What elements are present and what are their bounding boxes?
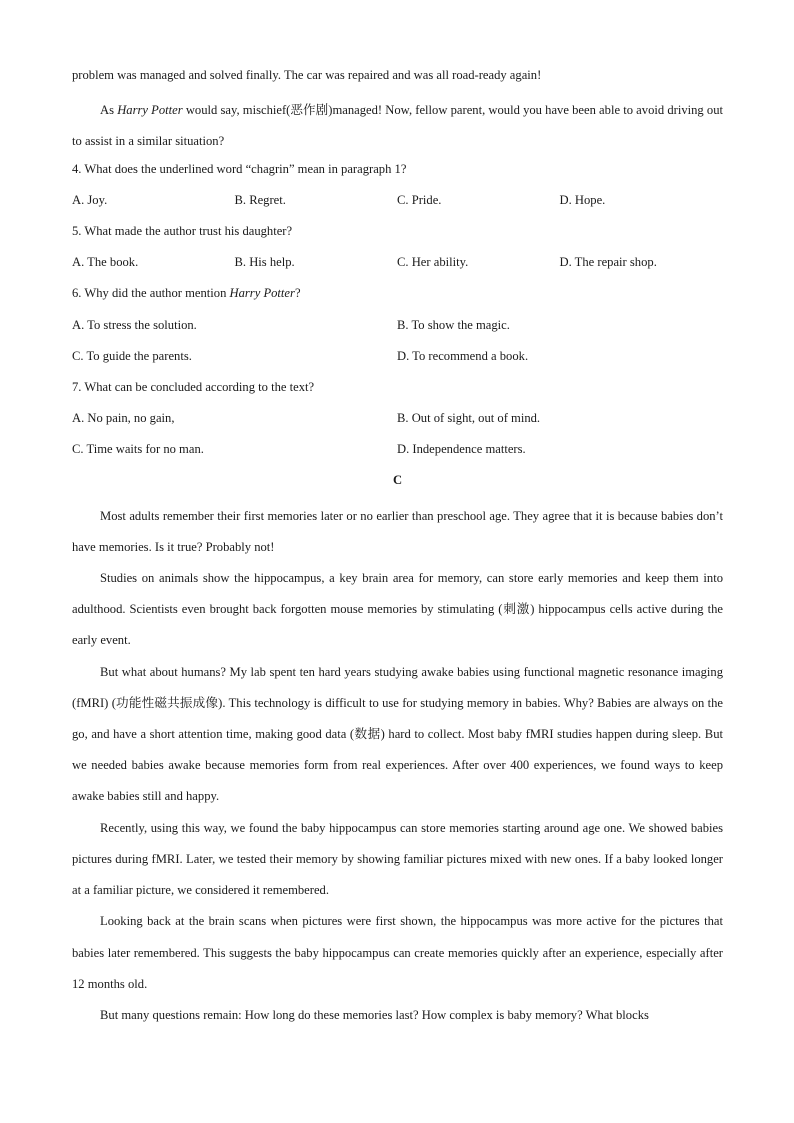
option-a: A. To stress the solution.: [72, 317, 197, 332]
question-6-options-row-1: [72, 314, 723, 345]
passage-b-last-line: problem was managed and solved finally. The car was repaired and was all road-ready again!: [72, 68, 542, 82]
harry-potter-title: Harry Potter: [117, 103, 183, 118]
passage-c-paragraph-3: But what about humans? My lab spent ten hard years studying awake babies using functional magnetic resonance imaging (fMRI) (功能性磁共振成像). This technology is difficult to use for studying memory in babies. Why? Babies are always on the go, and have a short attention time, making good data (数据) hard to collect. Most baby fMRI studies happen during sleep. But we needed babies awake because memories form from real experiences. After over 400 experiences, we found ways to keep awake babies still and happy.: [72, 664, 723, 804]
option-a: A. Joy.: [72, 192, 108, 207]
question-5-stem: 5. What made the author trust his daughter?: [72, 223, 293, 238]
stem-text-before: 6. Why did the author mention: [72, 286, 230, 301]
stem-text-after: ?: [294, 286, 301, 301]
passage-c-paragraph-1: Most adults remember their first memories later or no earlier than preschool age. They agree that it is because babies don’t have memories. Is it true? Probably not!: [72, 508, 723, 554]
option-d: D. The repair shop.: [559, 255, 657, 270]
option-c: C. Her ability.: [397, 255, 469, 270]
option-c: C. Pride.: [397, 192, 442, 207]
option-c: C. To guide the parents.: [72, 348, 192, 363]
option-b: B. Regret.: [234, 192, 286, 207]
question-5-options: [72, 251, 723, 282]
passage-c-paragraph-2: Studies on animals show the hippocampus, a key brain area for memory, can store early memories and keep them into adulthood. Scientists even brought back forgotten mouse memories by stimulating (刺激) hippocampus cells active during the early event.: [72, 571, 723, 648]
option-d: D. Independence matters.: [397, 442, 526, 457]
passage-c-paragraph-5: Looking back at the brain scans when pictures were first shown, the hippocampus was more active for the pictures that babies later remembered. This suggests the baby hippocampus can create memories quickly after an experience, especially after 12 months old.: [72, 914, 723, 991]
option-d: D. To recommend a book.: [397, 348, 529, 363]
passage-c-paragraph-6: But many questions remain: How long do these memories last? How complex is baby memory? What blocks: [100, 1007, 649, 1022]
question-6-options-row-2: [72, 345, 723, 376]
passage-c-heading: C: [392, 473, 403, 488]
harry-potter-title: Harry Potter: [229, 286, 295, 301]
option-b: B. To show the magic.: [397, 317, 510, 332]
question-7-options-row-2: [72, 438, 723, 469]
option-a: A. The book.: [72, 255, 139, 270]
closing-text-after: would say, mischief(恶作剧)managed! Now, fellow parent, would you have been able to avoid driving out to assist in a similar situation?: [72, 103, 723, 149]
question-7-stem: 7. What can be concluded according to the text?: [72, 379, 315, 394]
option-a: A. No pain, no gain,: [72, 411, 175, 426]
question-7-options-row-1: [72, 407, 723, 438]
passage-c-paragraph-4: Recently, using this way, we found the baby hippocampus can store memories starting around age one. We showed babies pictures during fMRI. Later, we tested their memory by showing familiar pictures mixed with new ones. If a baby looked longer at a familiar picture, we considered it remembered.: [72, 820, 723, 898]
closing-text-before: As: [100, 103, 118, 118]
option-d: D. Hope.: [559, 192, 606, 207]
question-4-options: [72, 189, 723, 220]
question-4-stem: 4. What does the underlined word “chagrin” mean in paragraph 1?: [72, 161, 407, 176]
option-b: B. Out of sight, out of mind.: [397, 411, 541, 426]
option-c: C. Time waits for no man.: [72, 442, 204, 457]
passage-b-closing-paragraph: [72, 95, 723, 157]
option-b: B. His help.: [234, 255, 295, 270]
document-page: [72, 64, 723, 1031]
question-6-stem: [72, 282, 723, 313]
